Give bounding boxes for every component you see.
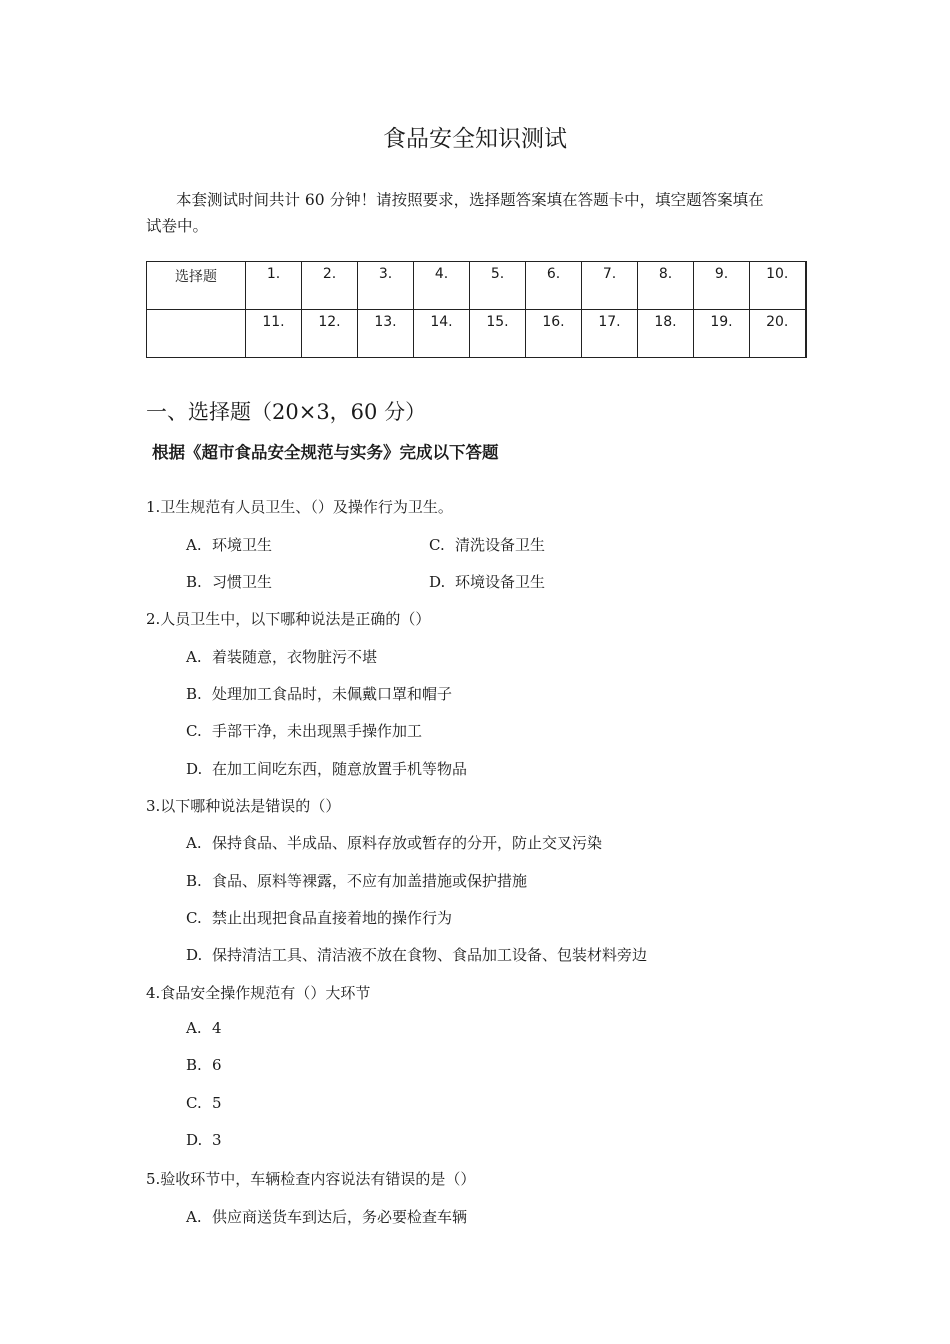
option-letter: D. (186, 760, 203, 778)
intro-text-line-2: 试卷中。 (146, 217, 209, 235)
option-2a (186, 646, 377, 667)
option-letter: D. (186, 1131, 203, 1149)
answer-cell: 15. (470, 310, 526, 358)
answer-cell: 12. (302, 310, 358, 358)
question-1: 1.卫生规范有人员卫生、（）及操作行为卫生。 (146, 498, 453, 516)
answer-cell: 20. (750, 310, 806, 358)
option-letter: C. (186, 1094, 202, 1112)
answer-cell: 10. (750, 262, 806, 310)
option-4b (186, 1056, 222, 1074)
option-text: 供应商送货车到达后，务必要检查车辆 (212, 1208, 468, 1226)
option-1a (186, 534, 272, 555)
option-1c (429, 534, 545, 555)
option-text: 5 (212, 1094, 222, 1112)
option-text: 在加工间吃东西，随意放置手机等物品 (212, 760, 468, 778)
option-3a (186, 832, 602, 853)
option-letter: A. (186, 648, 202, 666)
answer-card-table (146, 261, 807, 358)
sub-heading: 根据《超市食品安全规范与实务》完成以下答题 (152, 443, 499, 462)
option-letter: B. (186, 573, 202, 591)
option-text: 处理加工食品时，未佩戴口罩和帽子 (212, 685, 453, 703)
answer-cell: 1. (246, 262, 302, 310)
question-4: 4.食品安全操作规范有（）大环节 (146, 984, 371, 1002)
option-1b (186, 571, 272, 592)
option-2b (186, 683, 452, 704)
answer-cell: 17. (582, 310, 638, 358)
option-text: 清洗设备卫生 (455, 536, 546, 554)
option-letter: B. (186, 1056, 202, 1074)
option-letter: B. (186, 685, 202, 703)
answer-cell: 11. (246, 310, 302, 358)
option-text: 环境设备卫生 (455, 573, 546, 591)
option-letter: D. (186, 946, 203, 964)
option-letter: A. (186, 834, 202, 852)
section-heading: 一、选择题（20×3，60 分） (146, 400, 427, 424)
option-letter: A. (186, 1019, 202, 1037)
option-text: 食品、原料等裸露，不应有加盖措施或保护措施 (212, 872, 528, 890)
option-text: 4 (212, 1019, 222, 1037)
option-3c (186, 907, 452, 928)
answer-cell: 8. (638, 262, 694, 310)
option-text: 禁止出现把食品直接着地的操作行为 (212, 909, 453, 927)
option-text: 习惯卫生 (212, 573, 273, 591)
option-letter: C. (186, 909, 202, 927)
option-4c (186, 1094, 222, 1112)
answer-cell: 3. (358, 262, 414, 310)
answer-cell: 14. (414, 310, 470, 358)
option-letter: A. (186, 1208, 202, 1226)
option-letter: C. (429, 536, 445, 554)
option-text: 环境卫生 (212, 536, 273, 554)
answer-row-1 (147, 262, 806, 310)
option-4d (186, 1131, 222, 1149)
option-2c (186, 720, 422, 741)
answer-cell: 13. (358, 310, 414, 358)
answer-cell: 18. (638, 310, 694, 358)
option-letter: B. (186, 872, 202, 890)
answer-row-2 (147, 310, 806, 358)
option-2d (186, 758, 467, 779)
option-5a (186, 1206, 467, 1227)
answer-table-label-empty (147, 310, 246, 358)
answer-cell: 19. (694, 310, 750, 358)
answer-table-label: 选择题 (147, 262, 246, 310)
answer-cell: 2. (302, 262, 358, 310)
question-3: 3.以下哪种说法是错误的（） (146, 797, 341, 815)
answer-cell: 4. (414, 262, 470, 310)
document-title: 食品安全知识测试 (383, 126, 567, 152)
option-4a (186, 1019, 222, 1037)
question-2: 2.人员卫生中，以下哪种说法是正确的（） (146, 610, 431, 628)
answer-cell: 9. (694, 262, 750, 310)
answer-cell: 7. (582, 262, 638, 310)
option-text: 保持食品、半成品、原料存放或暂存的分开，防止交叉污染 (212, 834, 603, 852)
option-letter: D. (429, 573, 446, 591)
answer-cell: 16. (526, 310, 582, 358)
option-3d (186, 944, 647, 965)
option-text: 3 (212, 1131, 222, 1149)
option-1d (429, 571, 545, 592)
option-3b (186, 870, 527, 891)
option-text: 6 (212, 1056, 222, 1074)
option-text: 着装随意，衣物脏污不堪 (212, 648, 378, 666)
intro-text-line-1: 本套测试时间共计 60 分钟！请按照要求，选择题答案填在答题卡中，填空题答案填在 (176, 191, 764, 209)
option-letter: C. (186, 722, 202, 740)
option-text: 保持清洁工具、清洁液不放在食物、食品加工设备、包装材料旁边 (212, 946, 648, 964)
answer-cell: 6. (526, 262, 582, 310)
answer-cell: 5. (470, 262, 526, 310)
option-letter: A. (186, 536, 202, 554)
question-5: 5.验收环节中，车辆检查内容说法有错误的是（） (146, 1170, 476, 1188)
option-text: 手部干净，未出现黑手操作加工 (212, 722, 423, 740)
